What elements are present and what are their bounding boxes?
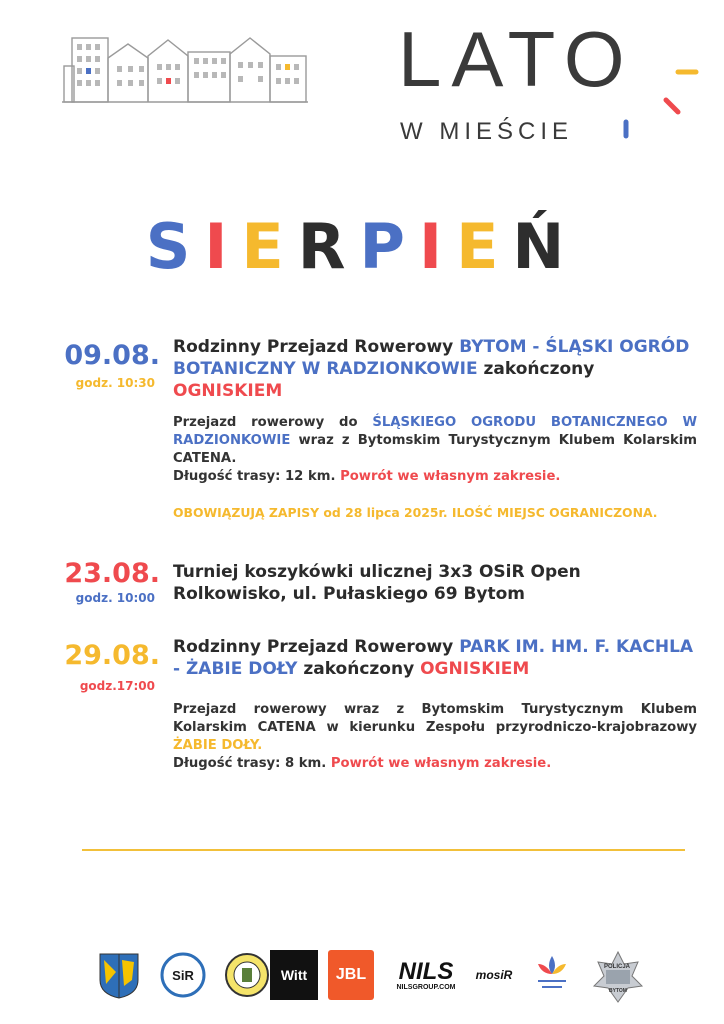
event-title — [173, 561, 703, 605]
title-text: Rodzinny Przejazd Rowerowy — [173, 637, 460, 657]
event-description — [173, 414, 697, 486]
event-time: godz.17:00 — [79, 679, 155, 693]
event-time: godz. 10:00 — [75, 591, 155, 605]
month-letter: Ń — [512, 210, 579, 283]
month-letter: S — [145, 210, 205, 283]
police-label: POLICJA — [604, 964, 631, 970]
sun-rays-decoration — [620, 60, 700, 140]
event-date: 29.08. — [64, 640, 160, 671]
mosir-logo-text: mosiR — [475, 968, 513, 982]
distance-text: Długość trasy: 12 km. — [173, 469, 341, 484]
jbl-logo-text: JBL — [335, 966, 367, 983]
title-line: Turniej koszykówki ulicznej 3x3 OSiR Open — [173, 562, 581, 582]
divider-line — [82, 849, 685, 851]
return-text: Powrót we własnym zakresie. — [330, 756, 552, 771]
police-star-logo — [590, 950, 646, 1004]
lato-subtitle: W MIEŚCIE — [400, 118, 574, 145]
police-star-icon — [590, 950, 646, 1004]
title-highlight: PARK IM. HM. F. KACHLA - ŻABIE DOŁY — [173, 637, 694, 679]
title-highlight: OGNISKIEM — [173, 381, 283, 401]
body-highlight: ŻABIE DOŁY. — [173, 738, 263, 753]
body-text: Przejazd rowerowy wraz z Bytomskim Turystycznym Klubem Kolarskim CATENA w kierunku Zespołu przyrodniczo-krajobrazowy — [173, 702, 697, 735]
month-letter: I — [418, 210, 457, 283]
coat-of-arms-icon — [96, 950, 142, 1000]
month-letter: P — [359, 210, 419, 283]
sponsor-logos — [96, 950, 656, 1006]
mosir-logo — [472, 950, 516, 1000]
title-highlight: OGNISKIEM — [420, 659, 530, 679]
witt-logo — [270, 950, 318, 1000]
title-text: zakończony — [297, 659, 421, 679]
title-text: Rodzinny Przejazd Rowerowy — [173, 337, 460, 357]
botanical-garden-logo — [528, 950, 576, 1000]
town-buildings-logo — [62, 36, 308, 106]
police-city-label: BYTOM — [609, 988, 627, 994]
body-text: Przejazd rowerowy do — [173, 415, 373, 430]
nils-logo — [388, 950, 464, 1000]
svg-text:SiR: SiR — [172, 968, 194, 983]
month-letter: R — [297, 210, 360, 283]
event-time: godz. 10:30 — [75, 376, 155, 390]
event-title — [173, 336, 703, 402]
month-letter: E — [241, 210, 298, 283]
body-highlight: ŚLĄSKIEGO OGRODU BOTANICZNEGO W RADZIONKOWIE — [173, 415, 697, 448]
month-letter: I — [204, 210, 242, 283]
event-date: 23.08. — [64, 558, 160, 589]
cycling-club-logo — [160, 950, 206, 1000]
body-text: wraz z Bytomskim Turystycznym Klubem Kolarskim CATENA. — [173, 433, 697, 466]
month-heading — [0, 210, 724, 283]
jbl-logo — [328, 950, 374, 1000]
nils-url-text: NILSGROUP.COM — [396, 983, 456, 991]
witt-logo-text: Witt — [280, 967, 308, 983]
event-date: 09.08. — [64, 340, 160, 371]
event-description — [173, 701, 697, 773]
club-emblem-icon — [224, 950, 270, 1000]
distance-text: Długość trasy: 8 km. — [173, 756, 331, 771]
title-text: zakończony — [477, 359, 595, 379]
title-line: Rolkowisko, ul. Pułaskiego 69 Bytom — [173, 584, 526, 604]
registration-notice: OBOWIĄZUJĄ ZAPISY od 28 lipca 2025r. ILOŚĆ MIEJSC OGRANICZONA. — [173, 505, 658, 520]
lato-title: LATO — [398, 15, 635, 103]
event-title — [173, 636, 703, 680]
title-highlight: BYTOM - ŚLĄSKI OGRÓD BOTANICZNY W RADZIONKOWIE — [173, 337, 690, 379]
return-text: Powrót we własnym zakresie. — [340, 469, 561, 484]
month-letter: E — [456, 210, 513, 283]
nils-logo-text: NILS — [398, 957, 454, 985]
